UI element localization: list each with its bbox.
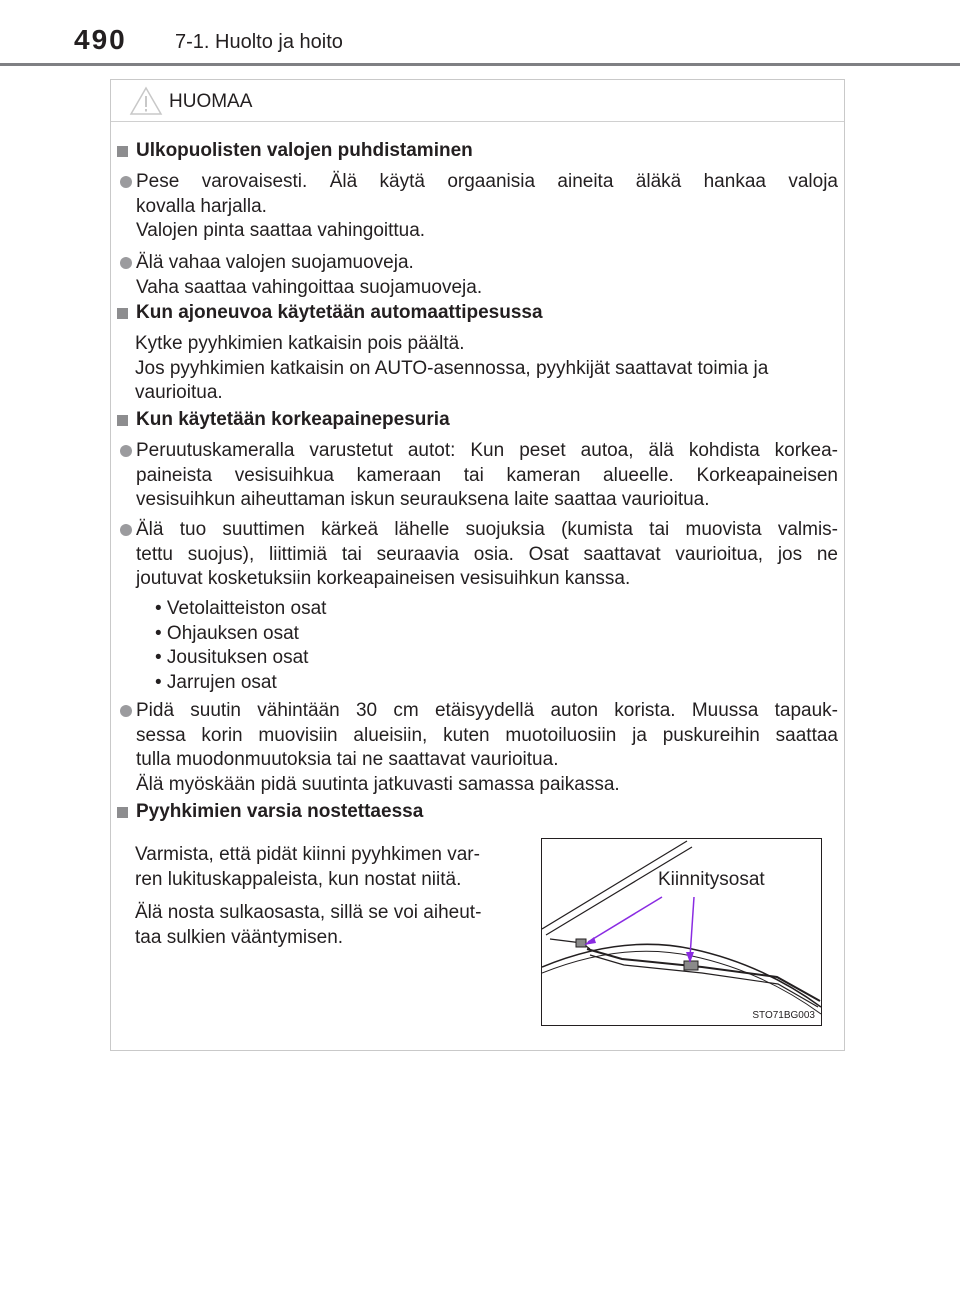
page-header <box>0 0 960 66</box>
list-item: • Vetolaitteiston osat <box>155 598 327 619</box>
heading-car-wash: Kun ajoneuvoa käytetään automaattipesussa <box>117 302 543 324</box>
page-number: 490 <box>74 24 127 55</box>
notice-header <box>111 80 844 122</box>
square-bullet-icon <box>117 807 128 818</box>
header-rule <box>0 63 960 66</box>
warning-triangle-icon <box>129 86 163 116</box>
square-bullet-icon <box>117 415 128 426</box>
list-item: • Jousituksen osat <box>155 647 309 668</box>
circle-bullet-icon <box>120 176 132 188</box>
circle-bullet-icon <box>120 524 132 536</box>
bullet-item: Peruutuskameralla varustetut autot: Kun peset autoa, älä kohdista korkea- paineista vesisuihkua kameraan tai kameran alueelle. Korkeapaineisen vesisuihkun aiheuttaman iskun seurauksena laite saattaa vaurioitua. <box>117 439 838 513</box>
parts-list <box>155 597 326 695</box>
heading-wiper-arms: Pyyhkimien varsia nostettaessa <box>117 801 423 823</box>
section-title: 7-1. Huolto ja hoito <box>175 31 343 53</box>
figure-label: Kiinnitysosat <box>658 869 765 890</box>
heading-pressure-washer: Kun käytetään korkeapainepesuria <box>117 409 450 431</box>
square-bullet-icon <box>117 308 128 319</box>
notice-box <box>110 79 845 1051</box>
figure-code: STO71BG003 <box>752 1010 815 1021</box>
list-item: • Ohjauksen osat <box>155 622 299 644</box>
paragraph-wiper-hold: Varmista, että pidät kiinni pyyhkimen var- ren lukituskappaleista, kun nostat niitä. <box>135 844 480 890</box>
list-item: • Jarrujen osat <box>155 671 277 693</box>
paragraph-wiper-blade: Älä nosta sulkaosasta, sillä se voi aiheut- taa sulkien vääntymisen. <box>135 902 482 948</box>
square-bullet-icon <box>117 146 128 157</box>
circle-bullet-icon <box>120 445 132 457</box>
circle-bullet-icon <box>120 705 132 717</box>
bullet-item: Pese varovaisesti. Älä käytä orgaanisia aineita äläkä hankaa valoja kovalla harjalla. Valojen pinta saattaa vahingoittua. <box>117 170 838 244</box>
bullet-item: Älä tuo suuttimen kärkeä lähelle suojuksia (kumista tai muovista valmis- tettu suojus), liittimiä tai seuraavia osia. Osat saattavat vaurioitua, jos ne joutuvat kosketuksiin korkeapaineisen vesisuihkun kanssa. <box>117 518 838 592</box>
bullet-item: Pidä suutin vähintään 30 cm etäisyydellä auton korista. Muussa tapauk- sessa korin muovisiin alueisiin, kuten muotoiluosiin ja puskureihin saattaa tulla muodonmuutoksia tai ne saattavat vaurioitua. Älä myöskään pidä suutinta jatkuvasti samassa paikassa. <box>117 699 838 797</box>
notice-title: HUOMAA <box>169 91 253 112</box>
paragraph-car-wash: Kytke pyyhkimien katkaisin pois päältä. Jos pyyhkimien katkaisin on AUTO-asennossa, pyyhkijät saattavat toimia ja vaurioitua. <box>135 333 769 403</box>
circle-bullet-icon <box>120 257 132 269</box>
wiper-illustration <box>541 838 822 1026</box>
heading-exterior-lights: Ulkopuolisten valojen puhdistaminen <box>117 140 473 162</box>
bullet-item: Älä vahaa valojen suojamuoveja. Vaha saattaa vahingoittaa suojamuoveja. <box>117 251 838 300</box>
wiper-drawing <box>542 839 821 1025</box>
